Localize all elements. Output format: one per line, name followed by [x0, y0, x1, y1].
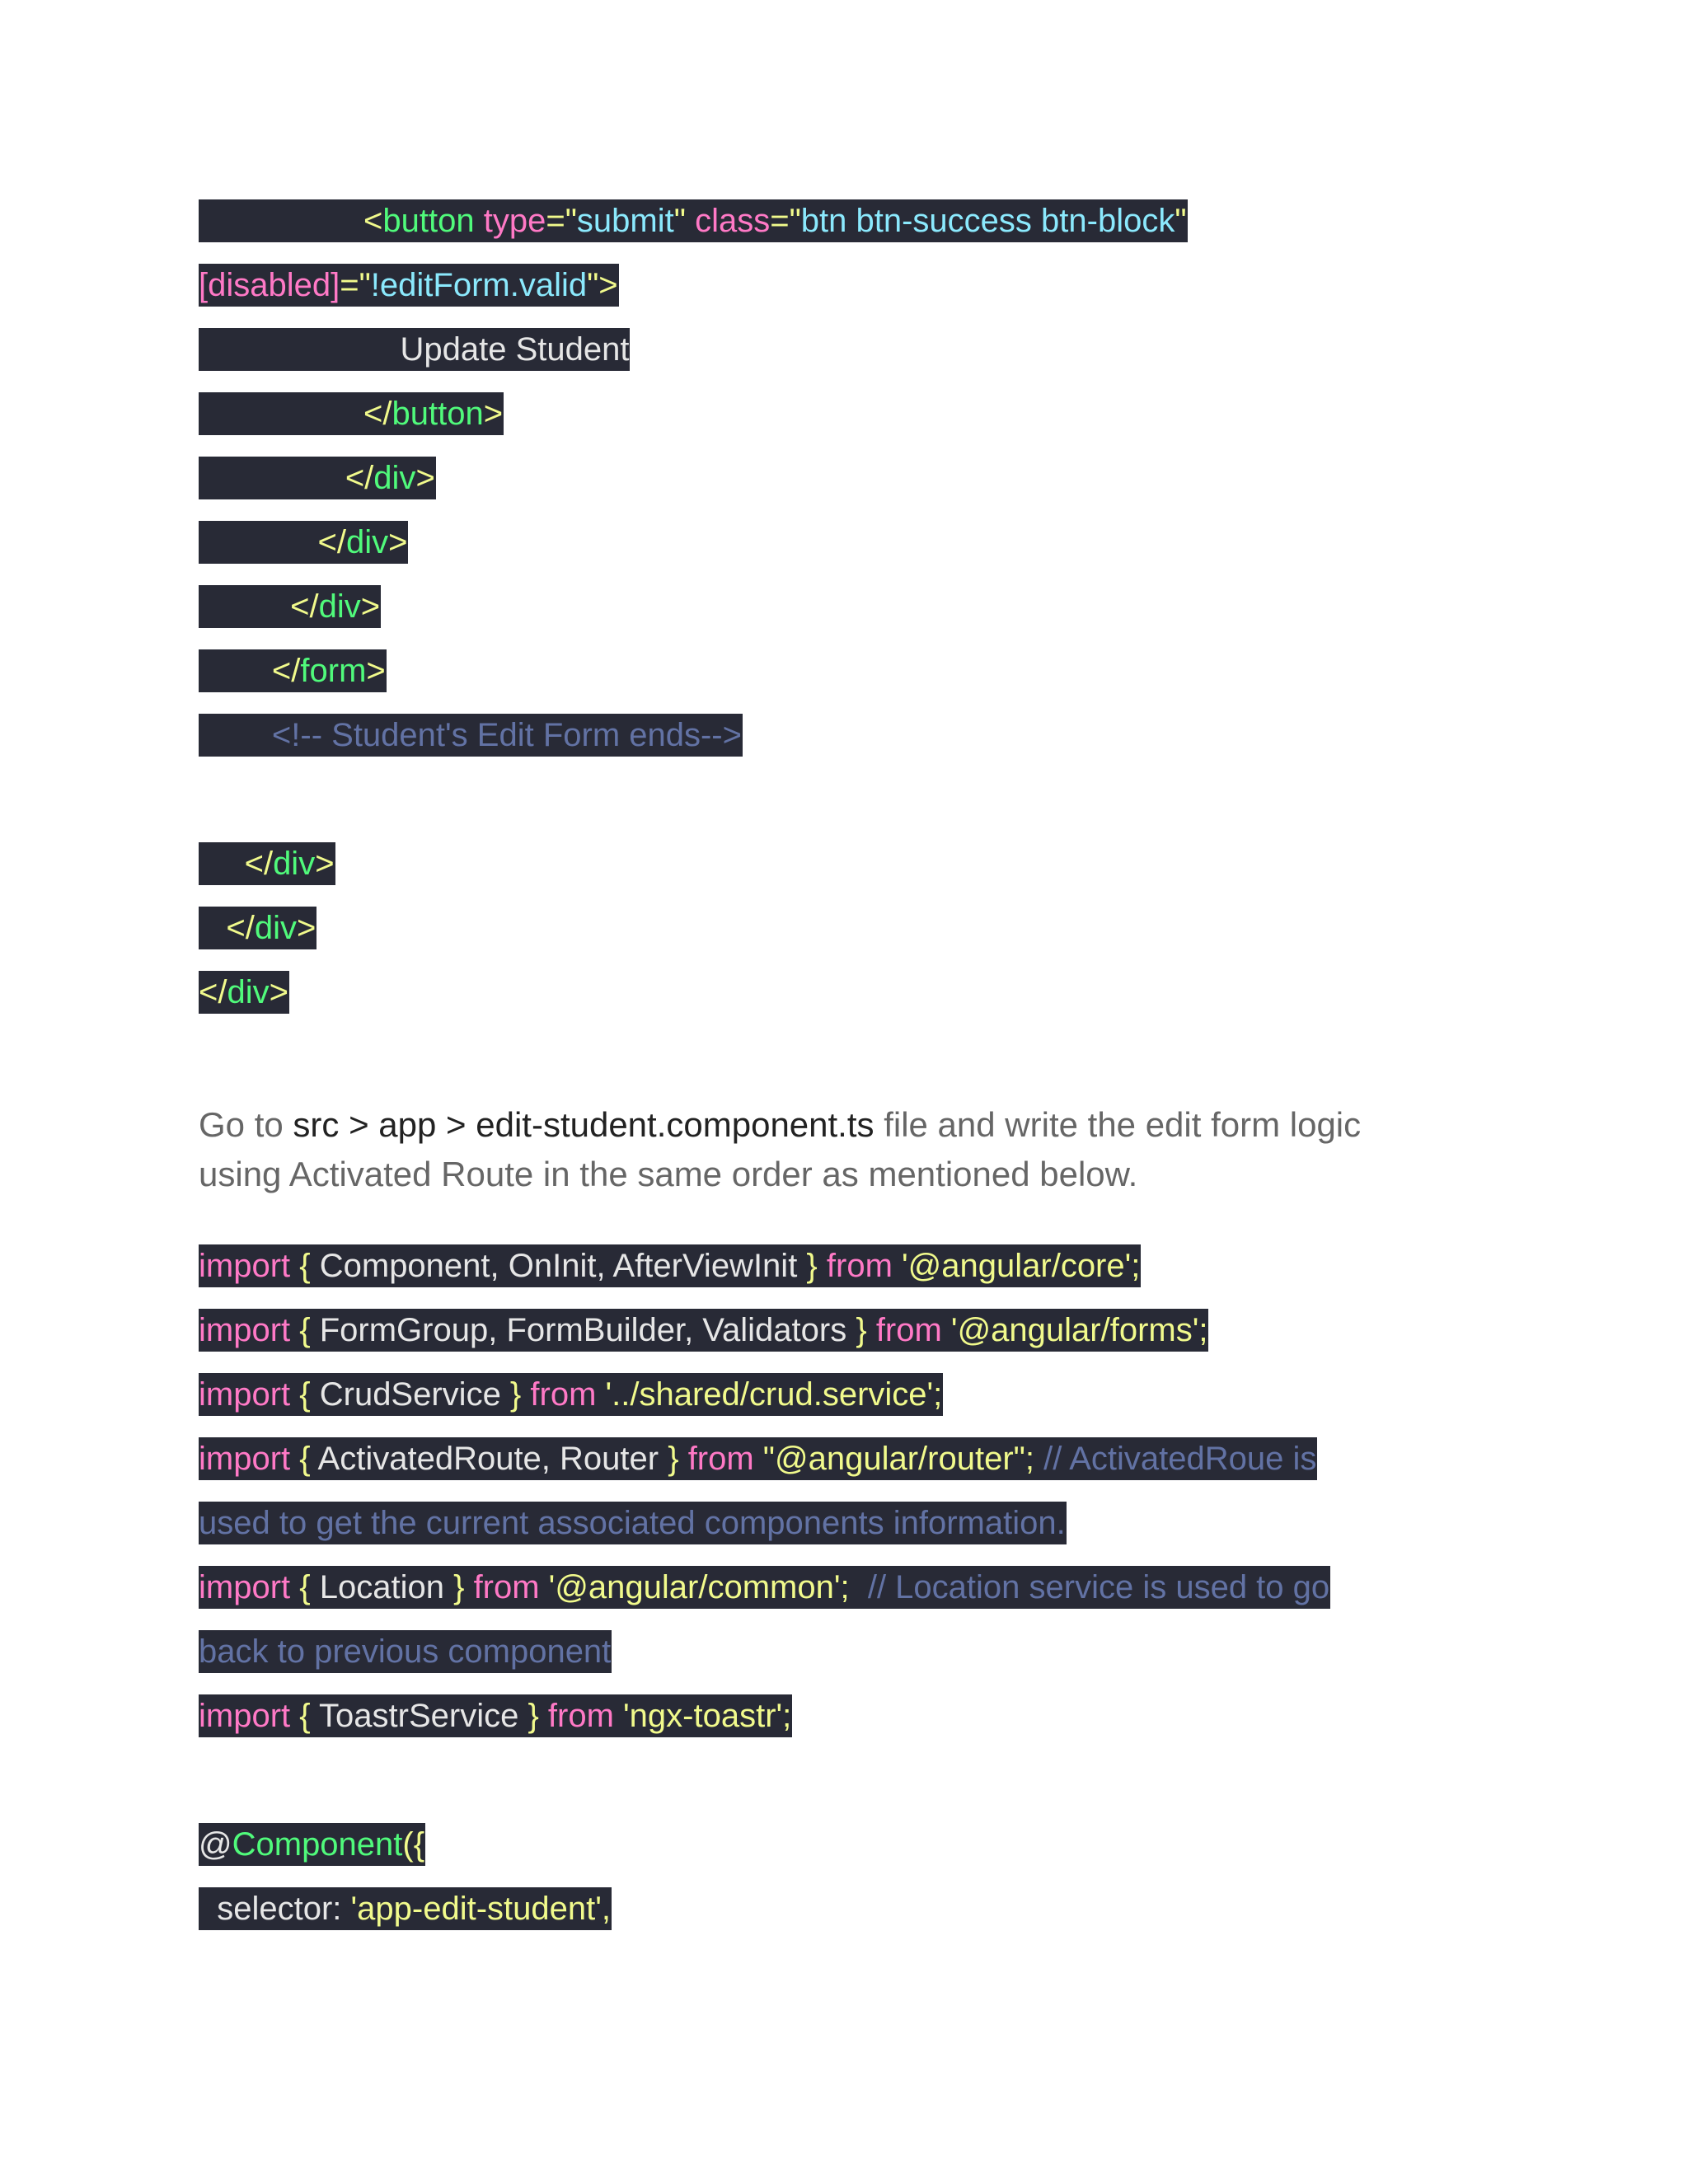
code-line — [199, 328, 1188, 392]
code-token: used to get the current associated components information. — [199, 1505, 1066, 1541]
code-token: import — [199, 1569, 291, 1605]
code-token — [475, 203, 484, 239]
code-token: import — [199, 1312, 291, 1348]
code-token: "> — [587, 267, 618, 303]
code-token: 'app-edit-student', — [350, 1891, 611, 1927]
code-token: '@angular/core'; — [892, 1248, 1141, 1284]
code-token: { — [290, 1698, 320, 1734]
code-token: submit — [576, 203, 674, 239]
code-line — [199, 842, 1188, 907]
code-token: Component, OnInit, AfterViewInit — [319, 1248, 798, 1284]
code-token: from — [826, 1248, 893, 1284]
code-token: > — [415, 460, 435, 496]
code-token: > — [366, 653, 386, 689]
code-line-highlight — [199, 842, 335, 885]
code-token — [199, 910, 226, 946]
code-token: </ — [199, 974, 227, 1010]
code-token: from — [875, 1312, 942, 1348]
code-token: ToastrService — [319, 1698, 519, 1734]
code-token: !editForm.valid — [370, 267, 588, 303]
code-line — [199, 264, 1188, 328]
code-token: button — [392, 396, 484, 432]
code-line — [199, 1502, 1330, 1566]
code-token: } — [846, 1312, 876, 1348]
code-token: </ — [244, 846, 274, 882]
code-line-highlight — [199, 1630, 612, 1673]
code-token — [199, 846, 245, 882]
code-token: { — [290, 1376, 320, 1413]
code-token: selector: — [199, 1891, 351, 1927]
code-line — [199, 1373, 1330, 1437]
code-token: @ — [199, 1826, 232, 1863]
code-token: ({ — [402, 1826, 425, 1863]
code-line — [199, 1759, 1330, 1823]
code-line — [199, 1823, 1330, 1887]
code-line — [199, 1309, 1330, 1373]
code-block-html — [199, 199, 1188, 1035]
code-token: =" — [770, 203, 801, 239]
code-token: class — [695, 203, 771, 239]
code-token: // ActivatedRoue is — [1043, 1441, 1317, 1477]
code-token: back to previous component — [199, 1633, 612, 1670]
code-token: from — [473, 1569, 540, 1605]
code-token — [199, 203, 363, 239]
code-token: from — [687, 1441, 754, 1477]
code-line — [199, 1694, 1330, 1759]
code-token: import — [199, 1698, 291, 1734]
code-token: form — [300, 653, 367, 689]
code-line-highlight — [199, 1373, 943, 1416]
code-token: } — [518, 1698, 548, 1734]
code-token: </ — [271, 653, 301, 689]
code-line — [199, 392, 1188, 457]
code-line-highlight — [199, 585, 381, 628]
code-token — [199, 653, 272, 689]
code-line — [199, 521, 1188, 585]
code-line-highlight — [199, 1309, 1208, 1352]
prose-text: file and write the edit form logic using Activated Route in the same order as mentioned below. — [199, 1105, 1362, 1193]
code-token: > — [315, 846, 335, 882]
code-line-highlight — [199, 649, 387, 692]
code-token: =" — [546, 203, 577, 239]
code-line-highlight — [199, 1694, 792, 1737]
code-token: div — [345, 524, 389, 560]
code-token: } — [659, 1441, 688, 1477]
code-line-highlight — [199, 1887, 612, 1930]
code-line — [199, 1437, 1330, 1502]
code-line-highlight — [199, 1502, 1067, 1544]
code-token: <!-- Student's Edit Form ends--> — [199, 717, 742, 753]
path-separator: > — [436, 1105, 476, 1144]
instruction-paragraph — [199, 1100, 1451, 1199]
code-token: Update Student — [199, 331, 630, 368]
code-token: "@angular/router"; — [753, 1441, 1044, 1477]
path-separator: > — [339, 1105, 379, 1144]
code-line-highlight — [199, 1823, 425, 1866]
code-token: from — [547, 1698, 614, 1734]
path-file: edit-student.component.ts — [476, 1105, 874, 1144]
code-line-highlight — [199, 907, 316, 949]
code-token: [disabled] — [199, 267, 340, 303]
code-token: </ — [345, 460, 374, 496]
code-line-highlight — [199, 328, 630, 371]
code-token: </ — [363, 396, 392, 432]
code-token: } — [500, 1376, 531, 1413]
code-token: > — [296, 910, 316, 946]
code-token: > — [388, 524, 408, 560]
code-token: =" — [340, 267, 371, 303]
code-line — [199, 907, 1188, 971]
code-token: } — [797, 1248, 827, 1284]
code-token: div — [318, 588, 361, 625]
code-line-highlight — [199, 1437, 1317, 1480]
code-token: { — [290, 1441, 318, 1477]
code-token: '../shared/crud.service'; — [596, 1376, 943, 1413]
code-token: 'ngx-toastr'; — [613, 1698, 792, 1734]
code-token: > — [483, 396, 504, 432]
code-line-highlight — [199, 1244, 1141, 1287]
code-token: div — [254, 910, 297, 946]
code-line-highlight — [199, 1566, 1330, 1609]
code-line-highlight — [199, 971, 289, 1014]
code-token — [199, 396, 363, 432]
code-line-highlight — [199, 264, 619, 307]
code-token: " — [1175, 203, 1187, 239]
code-token: { — [290, 1569, 320, 1605]
code-line-highlight — [199, 392, 504, 435]
code-line — [199, 1566, 1330, 1630]
code-line-highlight — [199, 521, 408, 564]
code-line — [199, 1244, 1330, 1309]
code-token: FormGroup, FormBuilder, Validators — [319, 1312, 847, 1348]
code-line — [199, 199, 1188, 264]
path-src: src — [293, 1105, 340, 1144]
code-block-typescript — [199, 1244, 1330, 1952]
code-line — [199, 457, 1188, 521]
code-token: " — [673, 203, 686, 239]
code-line — [199, 778, 1188, 842]
code-token: div — [273, 846, 316, 882]
path-app: app — [378, 1105, 437, 1144]
code-token: } — [443, 1569, 474, 1605]
code-token: ActivatedRoute, Router — [317, 1441, 659, 1477]
code-token: // Location service is used to go — [867, 1569, 1330, 1605]
code-token — [686, 203, 695, 239]
code-line — [199, 649, 1188, 714]
code-token: import — [199, 1376, 291, 1413]
code-token: Location — [319, 1569, 444, 1605]
code-token: </ — [317, 524, 346, 560]
code-token: from — [530, 1376, 597, 1413]
code-token — [199, 460, 345, 496]
code-token — [199, 524, 317, 560]
code-token: import — [199, 1248, 291, 1284]
code-token: button — [382, 203, 475, 239]
code-token: '@angular/common'; — [539, 1569, 868, 1605]
code-token — [199, 588, 290, 625]
code-line — [199, 585, 1188, 649]
code-line-highlight — [199, 714, 743, 757]
code-token: Component — [232, 1826, 403, 1863]
code-token: < — [363, 203, 383, 239]
code-token: div — [227, 974, 270, 1010]
code-token: { — [290, 1312, 320, 1348]
code-token: CrudService — [319, 1376, 501, 1413]
code-token: > — [360, 588, 381, 625]
code-line — [199, 714, 1188, 778]
code-token: div — [373, 460, 416, 496]
code-line-highlight — [199, 199, 1188, 242]
code-token: import — [199, 1441, 291, 1477]
code-token: type — [483, 203, 546, 239]
code-token: btn btn-success btn-block — [800, 203, 1175, 239]
code-line — [199, 1887, 1330, 1952]
code-token: '@angular/forms'; — [941, 1312, 1208, 1348]
code-token: </ — [290, 588, 319, 625]
code-line — [199, 1630, 1330, 1694]
code-token: </ — [226, 910, 255, 946]
code-token: { — [290, 1248, 320, 1284]
code-line — [199, 971, 1188, 1035]
code-line-highlight — [199, 457, 436, 499]
code-token: > — [269, 974, 288, 1010]
prose-text: Go to — [199, 1105, 293, 1144]
